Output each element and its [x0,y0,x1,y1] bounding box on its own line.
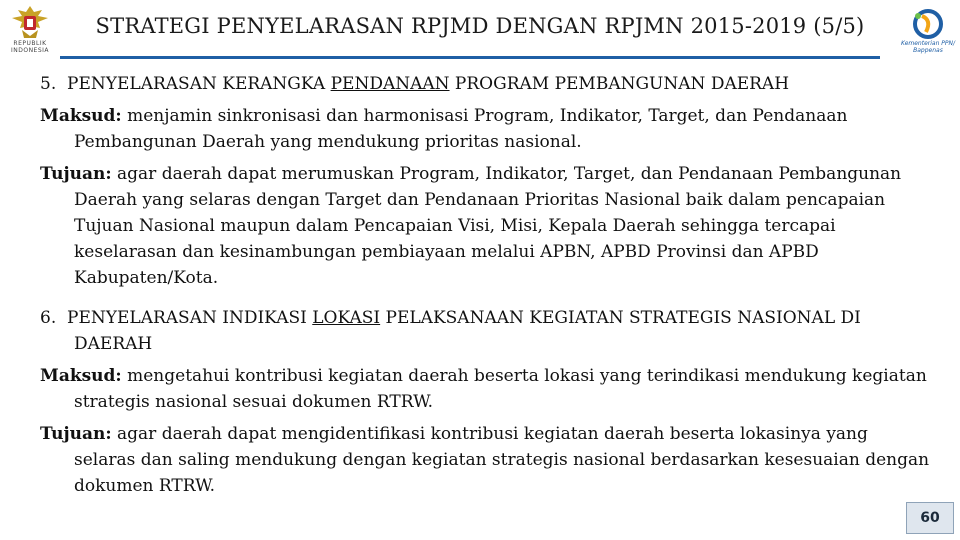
section-5-heading-part2: PROGRAM PEMBANGUNAN DAERAH [449,74,790,94]
ministry-caption-line1: Kementerian PPN/ [900,40,956,47]
section-5-number: 5. [40,74,57,94]
section-5-maksud [40,103,930,155]
section-spacer [40,291,930,305]
section-6-tujuan-label: Tujuan: [40,424,112,444]
ministry-caption [898,40,958,54]
slide-header [0,0,960,60]
section-6-heading-underlined: LOKASI [312,308,381,328]
page-number-badge: 60 [906,502,954,534]
page-title: STRATEGI PENYELARASAN RPJMD DENGAN RPJMN 2015-2019 (5/5) [95,14,865,38]
section-6-number: 6. [40,308,57,328]
slide-body [40,71,930,499]
section-6-heading-part1: PENYELARASAN INDIKASI [67,308,313,328]
emblem-caption-line1: REPUBLIK [13,40,47,47]
header-divider [60,56,880,59]
section-6-tujuan-text: agar daerah dapat mengidentifikasi kontribusi kegiatan daerah beserta lokasinya yang selaras dan saling mendukung dengan kegiatan strategis nasional berdasarkan kesesuaian dengan dokumen RTRW. [74,424,930,496]
section-6-tujuan [40,421,930,499]
section-6-maksud [40,363,930,415]
section-5-tujuan [40,161,930,291]
section-5-tujuan-text: agar daerah dapat merumuskan Program, Indikator, Target, dan Pendanaan Pembangunan Daerah yang selaras dengan Target dan Pendanaan Prioritas Nasional baik dalam pencapaian Tujuan Nasional maupun dalam Pencapaian Visi, Misi, Kepala Daerah sehingga tercapai keselarasan dan kesinambungan pembiayaan melalui APBN, APBD Provinsi dan APBD Kabupaten/Kota. [74,164,902,288]
section-5-heading-part1: PENYELARASAN KERANGKA [67,74,331,94]
section-5-heading-underlined: PENDANAAN [330,74,450,94]
emblem-caption-line2: INDONESIA [10,47,50,54]
ministry-caption-line2: Bappenas [913,47,943,54]
section-5-heading [40,71,930,97]
section-6-heading-part2: PELAKSANAAN KEGIATAN STRATEGIS NASIONAL DI DAERAH [74,308,861,354]
section-5-maksud-text: menjamin sinkronisasi dan harmonisasi Program, Indikator, Target, dan Pendanaan Pembangunan Daerah yang mendukung prioritas nasional. [74,106,848,152]
section-6-heading [40,305,930,357]
section-5-tujuan-label: Tujuan: [40,164,112,184]
section-6-maksud-text: mengetahui kontribusi kegiatan daerah beserta lokasi yang terindikasi mendukung kegiatan strategis nasional sesuai dokumen RTRW. [74,366,927,412]
section-5-maksud-label: Maksud: [40,106,122,126]
section-6-maksud-label: Maksud: [40,366,122,386]
emblem-caption [0,40,60,54]
